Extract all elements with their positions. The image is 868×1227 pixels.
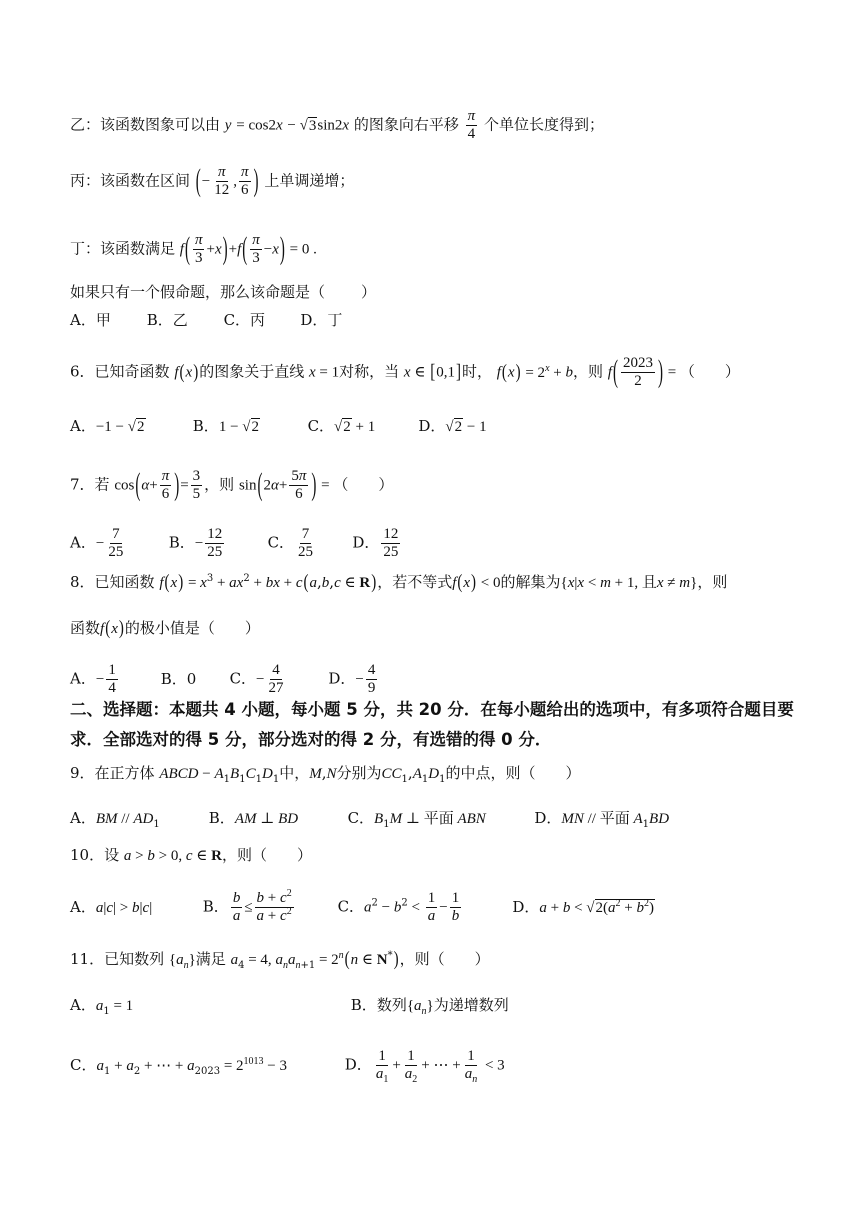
option-b[interactable]: B．1 − √2 bbox=[192, 417, 260, 435]
option-a[interactable]: A．$a_1 = 1$ bbox=[70, 996, 134, 1017]
option-d[interactable]: D．MN // 平面 $A_1BD$ bbox=[534, 809, 670, 830]
question-6-options bbox=[70, 416, 487, 437]
proposition-bing: 丙：该函数在区间 (− $\frac{\pi}{12}$ , $\frac{\pi}{6}$ ) 上单调递增； bbox=[70, 164, 355, 199]
text: 丙：该函数在区间 bbox=[70, 171, 191, 190]
question-8-options bbox=[70, 662, 379, 697]
option-c[interactable]: C．− $\frac{4}{27}$ bbox=[229, 662, 284, 696]
option-d[interactable]: D．− $\frac{4}{9}$ bbox=[328, 662, 376, 696]
question-9: 9．在正方体 ABCD − $A_1B_1C_1D_1$中，M,N分别为$CC_1,A_1D_1$的中点，则（ ） bbox=[70, 764, 581, 785]
option-b[interactable]: B．乙 bbox=[146, 311, 188, 329]
question-9-options bbox=[70, 808, 669, 829]
option-a[interactable]: A．BM // $AD_1$ bbox=[70, 809, 160, 830]
question-11-options-cd bbox=[70, 1048, 505, 1083]
option-b[interactable]: B．AM ⊥ BD bbox=[208, 809, 299, 827]
question-8-line2: 函数f(x)的极小值是（ ） bbox=[70, 618, 260, 640]
question-8: 8．已知函数 $f(x) = x^3 + ax^2$ + bx + c(a,b,c ∈ R)，若不等式f(x) < 0的解集为{x|x < m + 1, 且x ≠ m}，则 bbox=[70, 572, 728, 594]
option-b[interactable]: B．− $\frac{12}{25}$ bbox=[168, 526, 223, 560]
option-d[interactable]: D． $\frac{1}{a_1}$ + $\frac{1}{a_2}$ + ⋯ + $\frac{1}{a_n}$ < 3 bbox=[344, 1048, 505, 1085]
text: 丁：该函数满足 bbox=[70, 239, 176, 258]
option-c[interactable]: C．√2 + 1 bbox=[307, 417, 376, 435]
text: 乙：该函数图象可以由 bbox=[70, 115, 221, 134]
text: 的图象向右平移 bbox=[353, 115, 459, 134]
option-a[interactable]: A．−1 − √2 bbox=[70, 417, 145, 435]
question-10: 10．设 a > b > 0, c ∈ R，则（ ） bbox=[70, 846, 312, 864]
option-b[interactable]: B．0 bbox=[160, 669, 197, 688]
option-a[interactable]: A．甲 bbox=[70, 311, 111, 329]
question-11: 11．已知数列 $\{a_n\}$满足 $a_4 = 4$, $a_na_{n+1} = 2^n(n$ ∈ N*)，则（ ） bbox=[70, 949, 490, 971]
option-a[interactable]: A．− $\frac{7}{25}$ bbox=[70, 526, 124, 560]
question-7: 7．若 cos(α+ $\frac{\pi}{6}$ )= $\frac{3}{5}$ ，则 sin(2α+ $\frac{5\pi}{6}$ ) = （ ） bbox=[70, 468, 394, 503]
proposition-ding: 丁：该函数满足 f( $\frac{\pi}{3}$ +x)+f( $\frac{\pi}{3}$ −x) = 0 . bbox=[70, 232, 317, 267]
option-c[interactable]: C．丙 bbox=[223, 311, 266, 329]
question-5-prompt: 如果只有一个假命题，那么该命题是（ ） bbox=[70, 283, 377, 301]
option-c[interactable]: C．$B_1M$ ⊥ 平面 ABN bbox=[347, 809, 486, 830]
fraction: $\frac{\pi}{4}$ bbox=[467, 108, 476, 142]
option-c[interactable]: C． $\frac{7}{25}$ bbox=[267, 526, 314, 560]
option-d[interactable]: D． $\frac{12}{25}$ bbox=[352, 526, 399, 560]
text: 个单位长度得到； bbox=[483, 115, 604, 134]
option-c[interactable]: C．$a_1 + a_2$ + ⋯ + $a_{2023} = 2^{1013} - 3$ bbox=[70, 1055, 288, 1077]
option-d[interactable]: D．$a + b < √2(a^2 + b^2)$ bbox=[512, 897, 655, 916]
option-a[interactable]: A．− $\frac{1}{4}$ bbox=[70, 662, 116, 696]
proposition-yi: 乙：该函数图象可以由 y = cos2x − √3sin2x 的图象向右平移 $\frac{\pi}{4}$ 个单位长度得到； bbox=[70, 108, 604, 142]
option-d[interactable]: D．丁 bbox=[300, 311, 343, 329]
text: 上单调递增； bbox=[264, 171, 355, 190]
question-6: 6．已知奇函数 f(x)的图象关于直线 x = 1对称，当 x ∈ [0,1]时， $f(x) = 2^x + b$，则 f( $\frac{2023}{2}$ ) = （ ） bbox=[70, 355, 740, 390]
question-7-options bbox=[70, 526, 402, 561]
option-b[interactable]: B． $\frac{b}{a}$ ≤ $\frac{b + c^2}{a + c^2}$ bbox=[202, 888, 292, 924]
option-d[interactable]: D．√2 − 1 bbox=[418, 417, 487, 435]
question-10-options bbox=[70, 890, 655, 925]
question-5-options bbox=[70, 310, 342, 330]
question-11-options-ab bbox=[70, 995, 509, 1016]
section-2-heading: 二、选择题：本题共 4 小题，每小题 5 分，共 20 分．在每小题给出的选项中，有多项符合题目要求．全部选对的得 5 分，部分选对的得 2 分，有选错的得 0 分． bbox=[70, 700, 794, 749]
option-c[interactable]: C．$a^2 - b^2$ < $\frac{1}{a}$ − $\frac{1}{b}$ bbox=[337, 890, 460, 924]
option-a[interactable]: A．a|c| > b|c| bbox=[70, 897, 153, 916]
option-b[interactable]: B．数列$\{a_n\}$为递增数列 bbox=[350, 996, 509, 1017]
